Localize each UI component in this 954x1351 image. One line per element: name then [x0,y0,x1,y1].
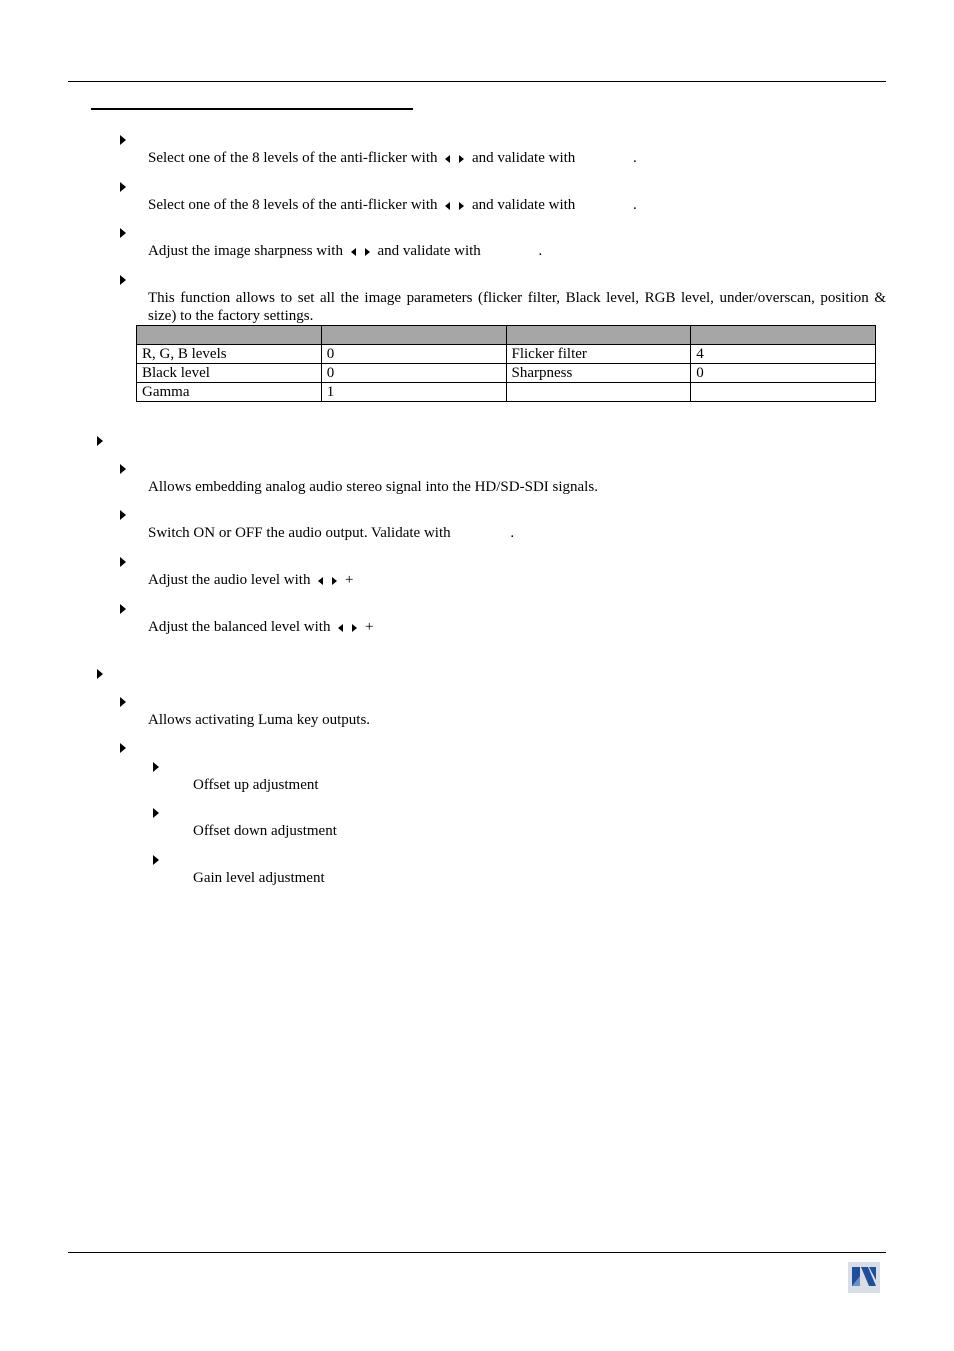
left-right-arrows-icon [338,619,357,637]
bullet-icon [120,228,126,238]
bullet-icon [120,604,126,614]
table-cell: 0 [321,364,506,383]
bullet-icon [153,808,159,818]
offset-down-line: Offset down adjustment [193,823,337,839]
bullet-icon [120,182,126,192]
table-cell: 0 [691,364,876,383]
table-cell: Flicker filter [506,345,691,364]
bullet-icon [120,510,126,520]
sharpness-end: . [538,243,543,259]
factory-settings-paragraph: This function allows to set all the image parameters (flicker filter, Black level, RGB level, under/overscan, position & size) to the factory settings. [148,290,886,324]
factory-defaults-table [136,325,876,402]
offset-up-line: Offset up adjustment [193,777,319,793]
bullet-icon [97,436,103,446]
bullet-icon [153,762,159,772]
table-header-cell [506,326,691,345]
luma-key-activate-line: Allows activating Luma key outputs. [148,712,371,728]
sharpness-line [148,242,542,261]
section-heading-underline [91,108,413,110]
table-row [137,383,876,402]
footer-rule [68,1252,886,1253]
anti-flicker-line-2 [148,196,637,215]
audio-level-text: Adjust the audio level with [148,572,311,588]
table-cell: 4 [691,345,876,364]
anti-flicker-1-end: . [633,150,637,166]
table-cell [506,383,691,402]
table-cell: Sharpness [506,364,691,383]
audio-output-line [148,524,514,542]
table-cell [691,383,876,402]
company-logo-icon [848,1262,880,1293]
audio-level-line [148,571,353,590]
left-right-arrows-icon [445,197,464,215]
anti-flicker-line-1 [148,149,637,168]
audio-balance-text: Adjust the balanced level with [148,619,331,635]
audio-level-plus: + [344,572,354,588]
table-cell: Black level [137,364,322,383]
bullet-icon [120,275,126,285]
anti-flicker-2-end: . [633,197,637,213]
sharpness-validate: and validate with [377,243,481,259]
table-cell: Gamma [137,383,322,402]
audio-output-text: Switch ON or OFF the audio output. Validate with [148,525,451,541]
left-right-arrows-icon [445,150,464,168]
gain-level-line: Gain level adjustment [193,870,325,886]
anti-flicker-1-validate: and validate with [471,150,576,166]
bullet-icon [120,135,126,145]
audio-embedding-line: Allows embedding analog audio stereo signal into the HD/SD-SDI signals. [148,479,598,495]
audio-balance-line [148,618,373,637]
sharpness-text: Adjust the image sharpness with [148,243,343,259]
anti-flicker-2-text: Select one of the 8 levels of the anti-flicker with [148,197,438,213]
audio-balance-plus: + [364,619,374,635]
table-cell: 0 [321,345,506,364]
bullet-icon [153,855,159,865]
table-row [137,345,876,364]
bullet-icon [120,464,126,474]
table-row [137,364,876,383]
left-right-arrows-icon [318,572,337,590]
table-header-row [137,326,876,345]
table-header-cell [691,326,876,345]
table-header-cell [137,326,322,345]
bullet-icon [120,697,126,707]
audio-output-end: . [510,525,515,541]
bullet-icon [120,557,126,567]
left-right-arrows-icon [351,243,370,261]
header-rule [68,81,886,82]
anti-flicker-1-text: Select one of the 8 levels of the anti-flicker with [148,150,438,166]
table-cell: R, G, B levels [137,345,322,364]
table-header-cell [321,326,506,345]
table-cell: 1 [321,383,506,402]
anti-flicker-2-validate: and validate with [471,197,576,213]
bullet-icon [120,743,126,753]
bullet-icon [97,669,103,679]
